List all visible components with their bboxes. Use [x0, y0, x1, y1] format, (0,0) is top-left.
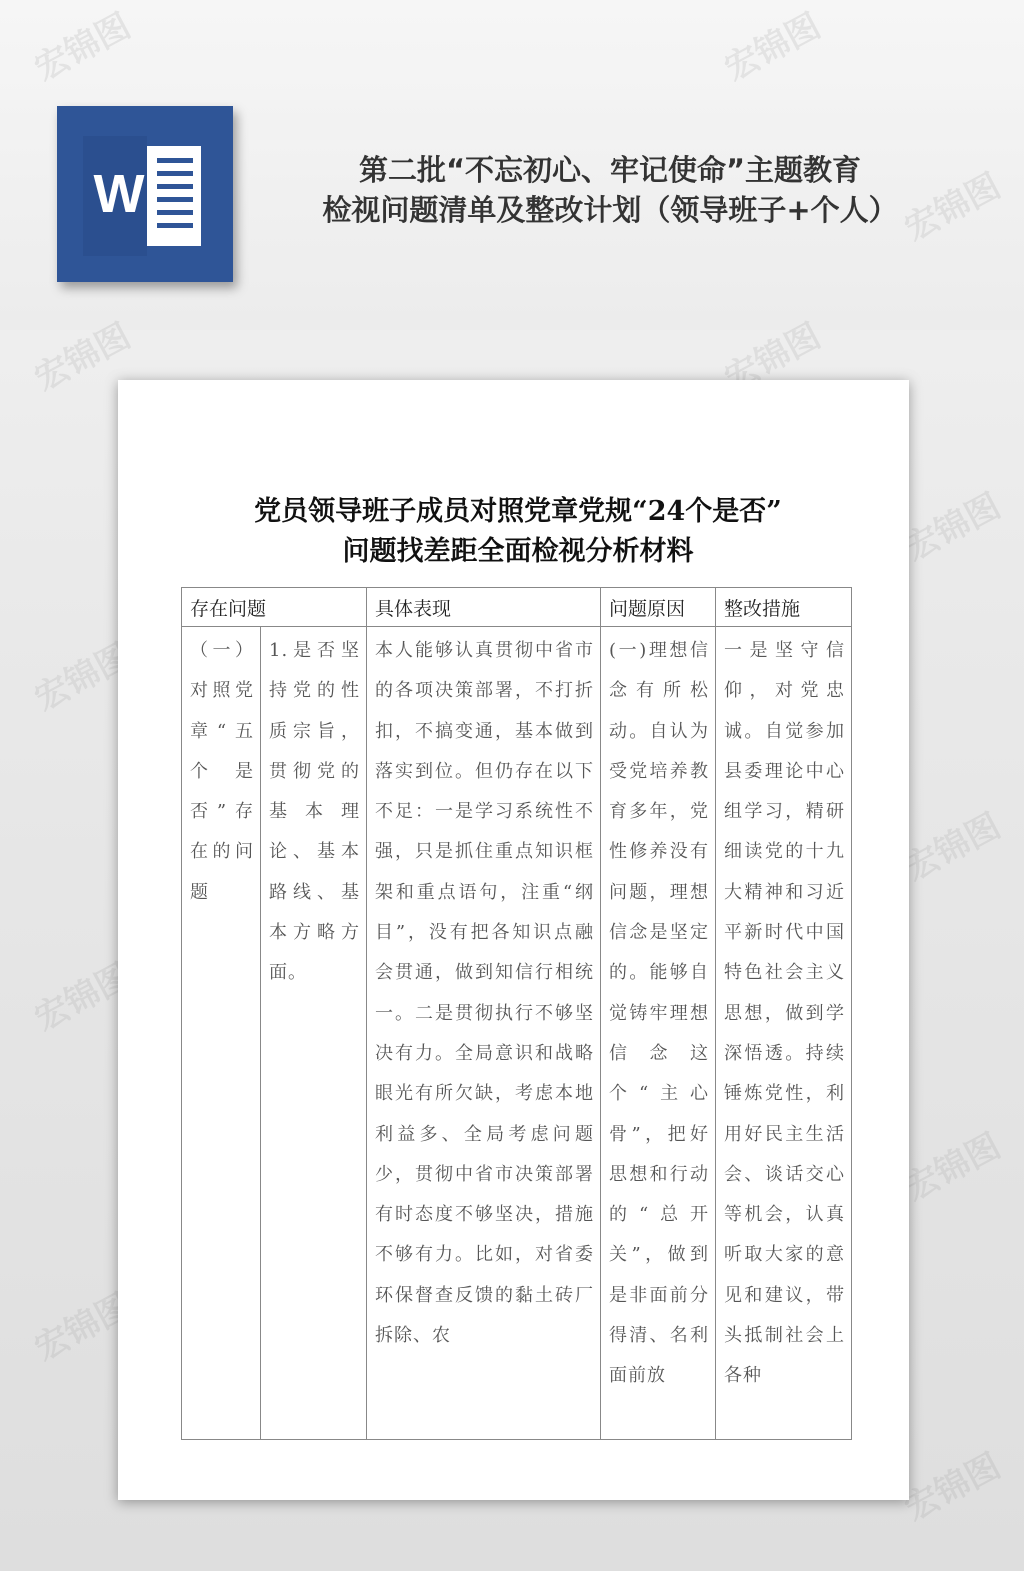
cell-cause: (一)理想信念有所松动。自认为受党培养教育多年，党性修养没有问题，理想信念是坚定的。能够自觉铸牢理想信念这个“主心骨”，把好思想和行动的“总开关”，做到是非面前分得清、名利面前放: [601, 627, 716, 1440]
table-header-row: [182, 588, 852, 627]
page-title: [240, 150, 980, 230]
watermark: 宏锦图: [718, 315, 828, 400]
header-measures: 整改措施: [716, 588, 852, 627]
page-title-line1: 第二批“不忘初心、牢记使命”主题教育: [358, 153, 862, 187]
document-title-line1: 党员领导班子成员对照党章党规“24个是否”: [254, 496, 782, 527]
issues-table: [181, 587, 852, 1440]
watermark: 宏锦图: [28, 1285, 138, 1370]
cell-measures: 一是坚守信仰，对党忠诚。自觉参加县委理论中心组学习，精研细读党的十九大精神和习近平新时代中国特色社会主义思想，做到学深悟透。持续锤炼党性，利用好民主生活会、谈话交心等机会，认真听取大家的意见和建议，带头抵制社会上各种: [716, 627, 852, 1440]
word-document-icon: [57, 106, 233, 282]
watermark: 宏锦图: [898, 1445, 1008, 1530]
cell-issue-item: 1.是否坚持党的性质宗旨，贯彻党的基本理论、基本路线、基本方略方面。: [261, 627, 367, 1440]
document-title-line2: 问题找差距全面检视分析材料: [342, 536, 694, 567]
cell-issue-category: （一）对照党章“五个是否”存在的问题: [182, 627, 261, 1440]
watermark: 宏锦图: [28, 315, 138, 400]
watermark: 宏锦图: [898, 1125, 1008, 1210]
document-title: [218, 492, 818, 572]
watermark: 宏锦图: [898, 805, 1008, 890]
document-preview: [118, 380, 909, 1500]
page-title-line2: 检视问题清单及整改计划（领导班子+个人）: [322, 193, 898, 227]
header-issue: 存在问题: [182, 588, 367, 627]
cell-manifestation: 本人能够认真贯彻中省市的各项决策部署，不打折扣，不搞变通，基本做到落实到位。但仍存在以下不足：一是学习系统性不强，只是抓住重点知识框架和重点语句，注重“纲目”，没有把各知识点融会贯通，做到知信行相统一。二是贯彻执行不够坚决有力。全局意识和战略眼光有所欠缺，考虑本地利益多、全局考虑问题少，贯彻中省市决策部署有时态度不够坚决，措施不够有力。比如，对省委环保督查反馈的黏土砖厂拆除、农: [367, 627, 601, 1440]
header-manifestation: 具体表现: [367, 588, 601, 627]
table-row: [182, 627, 852, 1440]
watermark: 宏锦图: [28, 955, 138, 1040]
header-cause: 问题原因: [601, 588, 716, 627]
watermark: 宏锦图: [28, 635, 138, 720]
watermark: 宏锦图: [898, 485, 1008, 570]
word-letter: W: [93, 164, 145, 224]
